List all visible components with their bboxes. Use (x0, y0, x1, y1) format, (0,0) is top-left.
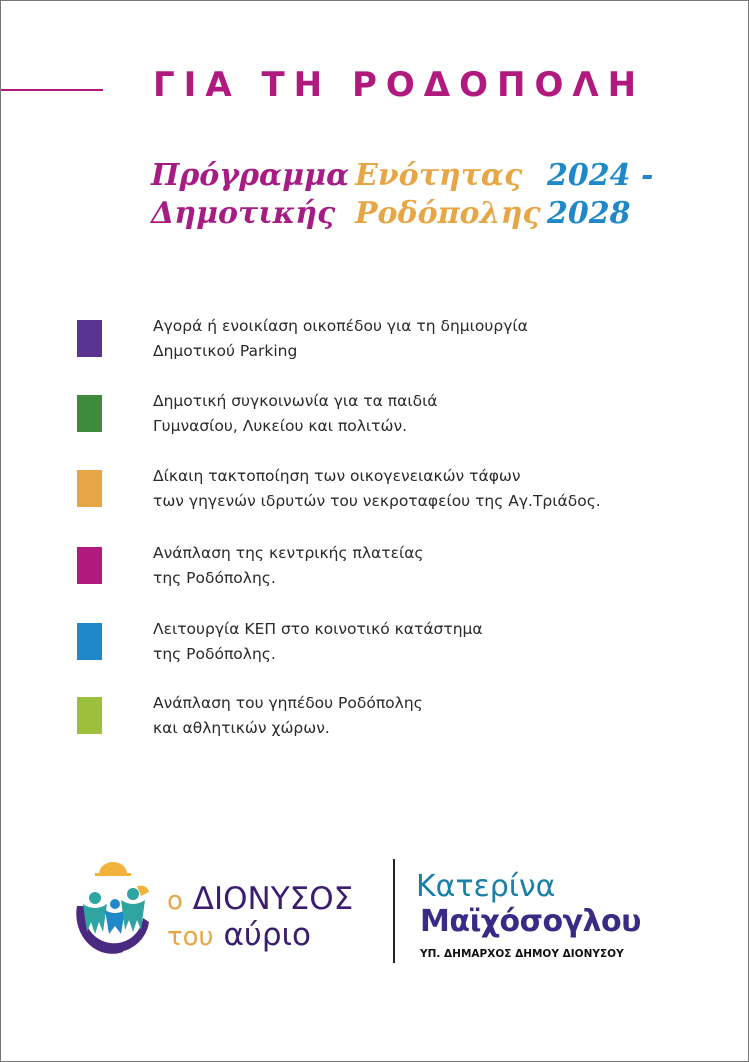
item-text-line1: Ανάπλαση του γηπέδου Ροδόπολης (153, 694, 423, 712)
list-item (1, 691, 748, 751)
page-title: ΓΙΑ ΤΗ ΡΟΔΟΠΟΛΗ (153, 65, 646, 105)
logo-line2-main: αύριο (223, 917, 311, 953)
subtitle-years (547, 157, 667, 233)
item-color-swatch (77, 623, 102, 660)
item-text-line1: Δίκαιη τακτοποίηση των οικογενειακών τάφων (153, 467, 521, 485)
list-item (1, 464, 748, 524)
item-color-swatch (77, 470, 102, 507)
item-color-swatch (77, 547, 102, 584)
logo-line2-prefix: του (167, 922, 214, 952)
item-text-line1: Ανάπλαση της κεντρικής πλατείας (153, 544, 424, 562)
list-item (1, 541, 748, 601)
logo-line1 (167, 882, 353, 918)
subtitle-program (151, 157, 350, 233)
subtitle-years-line2: 2028 (547, 196, 631, 231)
item-text-line1: Δημοτική συγκοινωνία για τα παιδιά (153, 392, 438, 410)
item-text-line2: της Ροδόπολης. (153, 645, 276, 663)
logo-line1-prefix: ο (167, 886, 183, 916)
item-text-line2: της Ροδόπολης. (153, 569, 276, 587)
item-color-swatch (77, 395, 102, 432)
logo-line1-main: ΔΙΟΝΥΣΟΣ (192, 881, 354, 917)
item-text-line1: Λειτουργία ΚΕΠ στο κοινοτικό κατάστημα (153, 620, 483, 638)
candidate-last-name: Μαϊχόσογλου (420, 904, 641, 939)
list-item (1, 617, 748, 677)
subtitle-program-line1: Πρόγραμμα (151, 158, 350, 193)
item-text (153, 314, 528, 364)
logo-divider (393, 859, 395, 963)
list-item (1, 389, 748, 449)
logo-line2 (167, 918, 353, 954)
campaign-logo (73, 856, 373, 956)
candidate-role: ΥΠ. ΔΗΜΑΡΧΟΣ ΔΗΜΟΥ ΔΙΟΝΥΣΟΥ (420, 948, 624, 960)
item-text-line2: και αθλητικών χώρων. (153, 719, 330, 737)
item-text (153, 541, 424, 591)
subtitle-program-line2: Δημοτικής (151, 196, 336, 231)
item-text-line2: των γηγενών ιδρυτών του νεκροταφείου της Αγ.Τριάδος. (153, 492, 601, 510)
logo-wordmark (167, 882, 353, 954)
item-text-line2: Δημοτικού Parking (153, 342, 298, 360)
subtitle-unity-line2: Ροδόπολης (355, 196, 541, 231)
dionysos-people-sun-logo-icon (73, 856, 165, 956)
subtitle-unity (355, 157, 541, 233)
candidate-first-name: Κατερίνα (416, 869, 556, 904)
subtitle-unity-line1: Ενότητας (355, 158, 523, 193)
list-item (1, 314, 748, 374)
header-accent-line (1, 89, 103, 91)
item-text (153, 691, 423, 741)
item-text-line2: Γυμνασίου, Λυκείου και πολιτών. (153, 417, 408, 435)
item-text (153, 464, 601, 514)
item-color-swatch (77, 697, 102, 734)
item-text (153, 389, 438, 439)
item-color-swatch (77, 320, 102, 357)
subtitle-years-line1: 2024 - (547, 158, 654, 193)
item-text-line1: Αγορά ή ενοικίαση οικοπέδου για τη δημιουργία (153, 317, 528, 335)
item-text (153, 617, 483, 667)
